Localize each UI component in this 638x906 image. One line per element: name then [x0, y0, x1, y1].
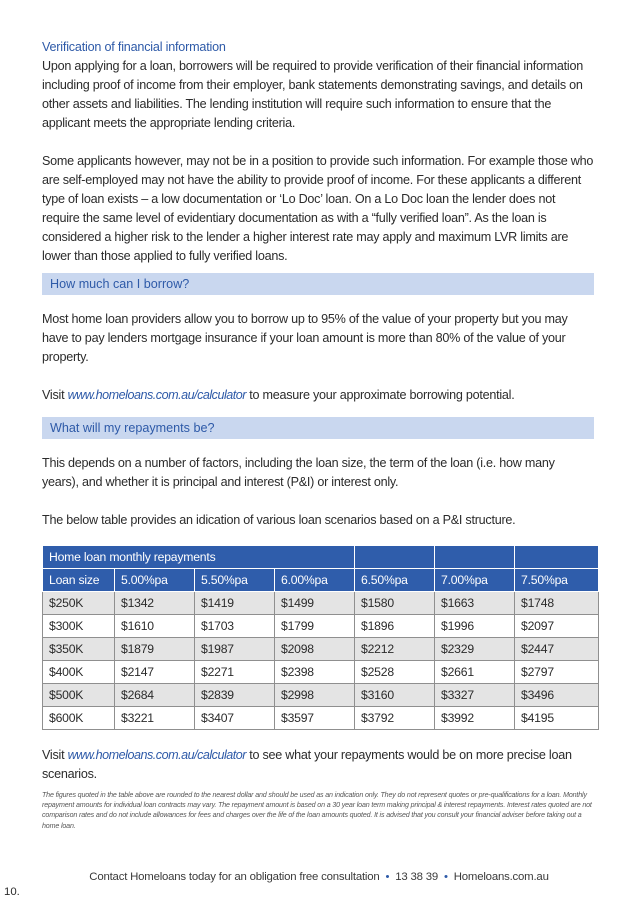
table-cell: $2447	[515, 638, 599, 661]
column-header: 7.50%pa	[515, 569, 599, 592]
column-header: 6.50%pa	[355, 569, 435, 592]
main-content	[42, 38, 594, 831]
repayments-visit-suffix: to see what your repayments would be on more precise loan scenarios.	[42, 748, 572, 781]
table-cell: $1799	[275, 615, 355, 638]
repayments-calculator-link[interactable]: www.homeloans.com.au/calculator	[67, 748, 246, 762]
table-cell: $1663	[435, 592, 515, 615]
table-cell: $2797	[515, 661, 599, 684]
table-cell: $2661	[435, 661, 515, 684]
footer-website: Homeloans.com.au	[453, 871, 549, 883]
column-header: Loan size	[43, 569, 115, 592]
table-cell: $2147	[115, 661, 195, 684]
table-row	[43, 615, 599, 638]
table-cell: $3496	[515, 684, 599, 707]
borrow-visit-line	[42, 386, 594, 405]
table-cell: $1499	[275, 592, 355, 615]
table-cell: $2271	[195, 661, 275, 684]
bullet-separator-icon: •	[385, 871, 390, 883]
repayments-visit-line	[42, 746, 594, 784]
table-cell: $1748	[515, 592, 599, 615]
footer-contact-text: Contact Homeloans today for an obligation free consultation	[89, 871, 380, 883]
table-cell: $1896	[355, 615, 435, 638]
column-header: 5.00%pa	[115, 569, 195, 592]
table-title: Home loan monthly repayments	[43, 546, 355, 569]
table-cell: $1996	[435, 615, 515, 638]
table-cell: $500K	[43, 684, 115, 707]
table-cell: $3327	[435, 684, 515, 707]
table-cell: $1342	[115, 592, 195, 615]
table-cell: $2098	[275, 638, 355, 661]
borrow-visit-suffix: to measure your approximate borrowing potential.	[245, 388, 515, 402]
table-cell: $1879	[115, 638, 195, 661]
verification-paragraph-2: Some applicants however, may not be in a position to provide such information. For example those who are self-employed may not have the ability to provide proof of income. For these applicants a different type of loan exists – a low documentation or ‘Lo Doc’ loan. On a Lo Doc loan the lender does not require the same level of evidentiary documentation as with a “fully verified loan”. As the loan is considered a higher risk to the lender a higher interest rate may apply and maximum LVR limits are lower than those applied to fully verified loans.	[42, 154, 594, 263]
table-cell: $3160	[355, 684, 435, 707]
verification-paragraph-1: Upon applying for a loan, borrowers will be required to provide verification of their financial information including proof of income from their employer, bank statements demonstrating savings, and details on other assets and liabilities. The lending institution will require such information to ensure that the applicant meets the appropriate lending criteria.	[42, 59, 583, 130]
table-row	[43, 638, 599, 661]
table-cell: $4195	[515, 707, 599, 730]
borrow-section-band: How much can I borrow?	[42, 273, 594, 295]
repayments-visit-prefix: Visit	[42, 748, 68, 762]
repayments-paragraph-1: This depends on a number of factors, including the loan size, the term of the loan (i.e. how many years), and whether it is principal and interest (P&I) or interest only.	[42, 456, 555, 489]
verification-heading: Verification of financial information	[42, 40, 226, 54]
repayments-paragraph-2: The below table provides an idication of various loan scenarios based on a P&I structure.	[42, 513, 516, 527]
table-header-row	[43, 569, 599, 592]
repayments-table	[42, 545, 599, 730]
table-cell: $1703	[195, 615, 275, 638]
borrow-visit-prefix: Visit	[42, 388, 68, 402]
table-cell: $1580	[355, 592, 435, 615]
page-footer	[0, 871, 638, 883]
table-cell: $600K	[43, 707, 115, 730]
column-header: 6.00%pa	[275, 569, 355, 592]
table-cell: $2329	[435, 638, 515, 661]
table-row	[43, 592, 599, 615]
column-header: 7.00%pa	[435, 569, 515, 592]
borrow-calculator-link[interactable]: www.homeloans.com.au/calculator	[67, 388, 246, 402]
footer-phone: 13 38 39	[395, 871, 439, 883]
table-row	[43, 661, 599, 684]
table-cell: $2998	[275, 684, 355, 707]
table-cell: $3407	[195, 707, 275, 730]
table-row	[43, 707, 599, 730]
table-cell: $3597	[275, 707, 355, 730]
table-cell: $1987	[195, 638, 275, 661]
table-cell: $2839	[195, 684, 275, 707]
bullet-separator-icon: •	[444, 871, 448, 883]
repayments-section-band: What will my repayments be?	[42, 417, 594, 439]
borrow-paragraph: Most home loan providers allow you to borrow up to 95% of the value of your property but you may have to pay lenders mortgage insurance if your loan amount is more than 80% of the value of your property.	[42, 312, 568, 364]
table-cell: $3992	[435, 707, 515, 730]
table-cell: $2212	[355, 638, 435, 661]
table-cell: $2097	[515, 615, 599, 638]
column-header: 5.50%pa	[195, 569, 275, 592]
table-cell: $300K	[43, 615, 115, 638]
table-row	[43, 684, 599, 707]
disclaimer-footnote: The figures quoted in the table above are rounded to the nearest dollar and should be used as an indication only. They do not represent quotes or pre-qualifications for a loan. Monthly repayment amounts for individual loan contracts may vary. The repayment amount is based on a 30 year loan term making principal & interest repayments. Interest rates quoted are not comparison rates and do not include allowances for fees and charges over the life of the loan amounts quoted. It is advised that you consult your financial adviser before taking out a home loan.	[42, 791, 592, 830]
table-cell: $350K	[43, 638, 115, 661]
table-cell: $1419	[195, 592, 275, 615]
page-number: 10.	[4, 886, 20, 898]
table-cell: $400K	[43, 661, 115, 684]
table-cell: $3221	[115, 707, 195, 730]
table-cell: $2398	[275, 661, 355, 684]
table-cell: $3792	[355, 707, 435, 730]
table-cell: $250K	[43, 592, 115, 615]
table-cell: $1610	[115, 615, 195, 638]
table-cell: $2684	[115, 684, 195, 707]
table-title-row	[43, 546, 599, 569]
table-cell: $2528	[355, 661, 435, 684]
